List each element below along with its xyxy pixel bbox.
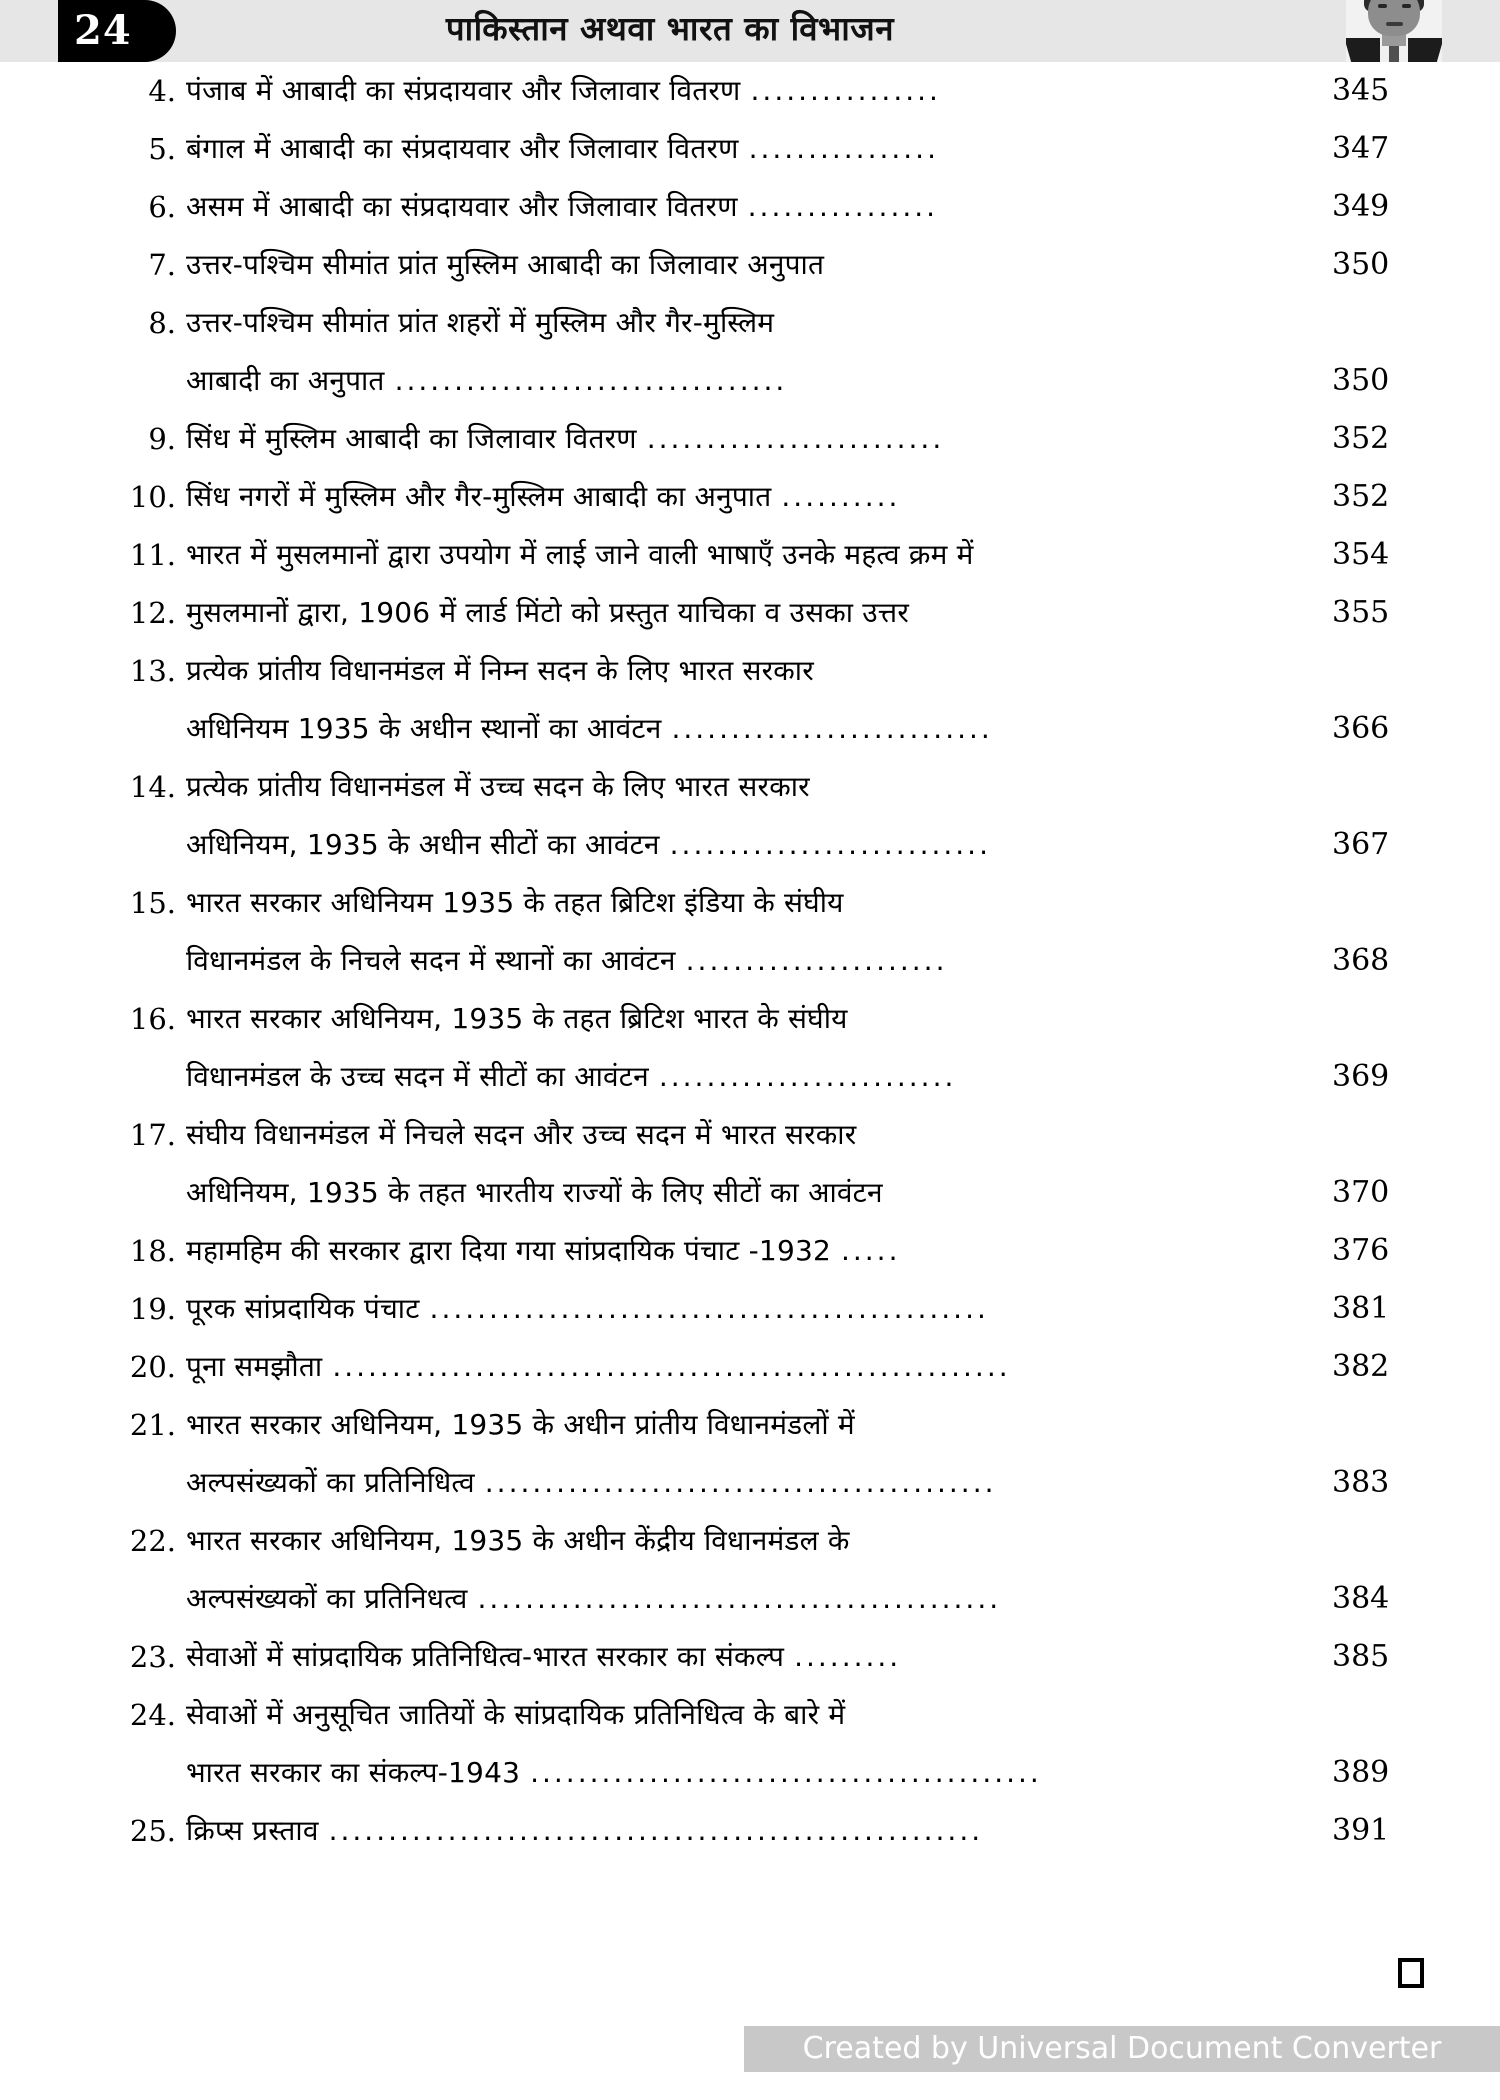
toc-page-number[interactable]: 385 [1332,1639,1390,1674]
toc-entry-line-text: भारत में मुसलमानों द्वारा उपयोग में लाई जाने वाली भाषाएँ उनके महत्व क्रम में [186,538,974,571]
toc-entry-title [186,120,1304,178]
toc-entry-number: 18. [129,1234,176,1268]
toc-entry-line [186,352,1304,410]
toc-entry-number: 17. [129,1118,176,1152]
toc-entry-title [186,1222,1304,1280]
toc-entry-number: 14. [129,770,176,804]
toc-entry-title [186,178,1304,236]
toc-page-number[interactable]: 349 [1332,189,1390,224]
toc-entry-line-text: सेवाओं में सांप्रदायिक प्रतिनिधित्व-भारत सरकार का संकल्प [186,1640,785,1673]
toc-dot-leader: ......................................................... [332,1350,1011,1383]
toc-page-number[interactable]: 347 [1332,131,1390,166]
toc-entry-number: 5. [148,132,176,166]
toc-entry[interactable] [0,1338,1500,1396]
toc-dot-leader: ................ [750,74,941,107]
toc-entry-title [186,874,1304,990]
toc-entry-number: 20. [129,1350,176,1384]
toc-entry-line-text: उत्तर-पश्चिम सीमांत प्रांत शहरों में मुस्लिम और गैर-मुस्लिम [186,306,775,339]
toc-page-number[interactable]: 350 [1332,247,1390,282]
toc-entry-line [186,1454,1304,1512]
toc-dot-leader: ................................. [394,364,788,397]
toc-entry-line-text: क्रिप्स प्रस्ताव [186,1814,319,1847]
toc-entry-line-text: अधिनियम 1935 के अधीन स्थानों का आवंटन [186,712,662,745]
toc-dot-leader: ......................... [646,422,945,455]
toc-dot-leader: ........................................... [484,1466,997,1499]
toc-page-number[interactable]: 369 [1332,1059,1390,1094]
toc-entry-title [186,294,1304,410]
page-title: पाकिस्तान अथवा भारत का विभाजन [445,9,895,48]
toc-dot-leader: ........................... [671,712,993,745]
toc-entry-title [186,468,1304,526]
toc-page-number[interactable]: 376 [1332,1233,1390,1268]
toc-dot-leader: ...................... [685,944,948,977]
toc-entry-number: 22. [129,1524,176,1558]
toc-entry-line-text: अल्पसंख्यकों का प्रतिनिधत्व [186,1582,468,1615]
toc-entry-line-text: बंगाल में आबादी का संप्रदायवार और जिलावार वितरण [186,132,739,165]
toc-page-number[interactable]: 345 [1332,73,1390,108]
toc-entry-number: 4. [148,74,176,108]
toc-entry[interactable] [0,1222,1500,1280]
toc-entry-line-text: अल्पसंख्यकों का प्रतिनिधित्व [186,1466,475,1499]
toc-entry-line [186,62,1304,120]
toc-entry-title [186,1396,1304,1512]
toc-entry-line [186,526,1304,584]
toc-entry[interactable] [0,1396,1500,1512]
toc-entry-number: 12. [129,596,176,630]
toc-entry-line-text: अधिनियम, 1935 के अधीन सीटों का आवंटन [186,828,660,861]
toc-entry-number: 19. [129,1292,176,1326]
toc-entry-title [186,1686,1304,1802]
author-portrait [1346,0,1442,62]
toc-entry-line-text: भारत सरकार अधिनियम, 1935 के तहत ब्रिटिश भारत के संघीय [186,1002,848,1035]
toc-entry-line-text: मुसलमानों द्वारा, 1906 में लार्ड मिंटो को प्रस्तुत याचिका व उसका उत्तर [186,596,910,629]
watermark-banner: Created by Universal Document Converter [744,2026,1500,2072]
toc-entry-line [186,1570,1304,1628]
toc-entry-number: 25. [129,1814,176,1848]
toc-entry-number: 9. [148,422,176,456]
toc-entry-line [186,1686,1304,1744]
toc-entry-line-text: असम में आबादी का संप्रदायवार और जिलावार वितरण [186,190,738,223]
toc-entry-line [186,1222,1304,1280]
toc-dot-leader: ......................... [658,1060,957,1093]
toc-dot-leader: .......... [781,480,901,513]
toc-entry-line-text: सिंध नगरों में मुस्लिम और गैर-मुस्लिम आबादी का अनुपात [186,480,772,513]
toc-entry-number: 10. [129,480,176,514]
toc-entry-line-text: आबादी का अनुपात [186,364,385,397]
toc-dot-leader: ........................... [669,828,991,861]
toc-page-number[interactable]: 383 [1332,1465,1390,1500]
toc-entry[interactable] [0,178,1500,236]
toc-page-number[interactable]: 355 [1332,595,1390,630]
toc-entry-title [186,990,1304,1106]
toc-entry-line [186,1048,1304,1106]
toc-entry-title [186,642,1304,758]
toc-entry-title [186,1106,1304,1222]
toc-entry-line [186,468,1304,526]
page-header [0,0,1500,62]
toc-entry-line-text: प्रत्येक प्रांतीय विधानमंडल में निम्न सदन के लिए भारत सरकार [186,654,814,687]
toc-entry-line-text: भारत सरकार अधिनियम 1935 के तहत ब्रिटिश इंडिया के संघीय [186,886,844,919]
toc-entry-line [186,990,1304,1048]
toc-page-number[interactable]: 352 [1332,421,1390,456]
toc-entry-line [186,178,1304,236]
folio-tab [58,0,176,62]
toc-entry-line-text: सिंध में मुस्लिम आबादी का जिलावार वितरण [186,422,637,455]
toc-dot-leader: ............................................ [477,1582,1002,1615]
toc-entry-line [186,120,1304,178]
toc-page-number[interactable]: 366 [1332,711,1390,746]
toc-entry[interactable] [0,874,1500,990]
toc-entry-title [186,62,1304,120]
toc-entry[interactable] [0,758,1500,874]
toc-entry-number: 8. [148,306,176,340]
toc-entry-number: 6. [148,190,176,224]
toc-entry-line-text: पूना समझौता [186,1350,323,1383]
toc-entry-number: 24. [129,1698,176,1732]
toc-entry-line [186,700,1304,758]
toc-entry-line [186,1338,1304,1396]
toc-entry[interactable] [0,120,1500,178]
toc-page-number[interactable]: 381 [1332,1291,1390,1326]
toc-page-number[interactable]: 384 [1332,1581,1390,1616]
toc-entry-line [186,1164,1304,1222]
toc-page-number[interactable]: 352 [1332,479,1390,514]
toc-entry-title [186,236,1304,294]
toc-entry-line-text: भारत सरकार का संकल्प-1943 [186,1756,521,1789]
toc-page-number[interactable]: 370 [1332,1175,1390,1210]
toc-entry-title [186,758,1304,874]
toc-entry[interactable] [0,1512,1500,1628]
toc-page-number[interactable]: 367 [1332,827,1390,862]
toc-entry-title [186,1512,1304,1628]
toc-entry-line-text: भारत सरकार अधिनियम, 1935 के अधीन प्रांतीय विधानमंडलों में [186,1408,855,1441]
toc-entry[interactable] [0,584,1500,642]
toc-entry-line-text: भारत सरकार अधिनियम, 1935 के अधीन केंद्रीय विधानमंडल के [186,1524,850,1557]
toc-page-number[interactable]: 382 [1332,1349,1390,1384]
toc-entry-title [186,1280,1304,1338]
toc-dot-leader: ....................................................... [328,1814,984,1847]
toc-entry[interactable] [0,1686,1500,1802]
toc-entry-number: 7. [148,248,176,282]
toc-dot-leader: ............................................... [429,1292,989,1325]
toc-page-number[interactable]: 354 [1332,537,1390,572]
toc-entry-line [186,816,1304,874]
toc-entry-line [186,1512,1304,1570]
toc-entry-line [186,236,1304,294]
toc-entry-title [186,1802,1304,1860]
toc-entry-line [186,1802,1304,1860]
toc-entry-title [186,584,1304,642]
toc-entry-line-text: विधानमंडल के उच्च सदन में सीटों का आवंटन [186,1060,649,1093]
toc-entry-line-text: पंजाब में आबादी का संप्रदायवार और जिलावार वितरण [186,74,741,107]
toc-entry-line [186,642,1304,700]
toc-entry-line [186,1396,1304,1454]
toc-entry-title [186,410,1304,468]
toc-entry-line-text: विधानमंडल के निचले सदन में स्थानों का आवंटन [186,944,676,977]
toc-entry-line [186,1628,1304,1686]
toc-entry-number: 23. [129,1640,176,1674]
toc-page-number[interactable]: 391 [1332,1813,1390,1848]
toc-entry[interactable] [0,642,1500,758]
toc-dot-leader: ......... [794,1640,902,1673]
toc-dot-leader: ........................................... [530,1756,1042,1789]
toc-entry-line-text: संघीय विधानमंडल में निचले सदन और उच्च सदन में भारत सरकार [186,1118,857,1151]
toc-entry-title [186,1628,1304,1686]
toc-entry[interactable] [0,410,1500,468]
toc-entry-number: 13. [129,654,176,688]
toc-entry-line [186,1106,1304,1164]
toc-entry-number: 15. [129,886,176,920]
toc-entry-title [186,526,1304,584]
toc-entry[interactable] [0,990,1500,1106]
toc-entry-number: 16. [129,1002,176,1036]
portrait-artwork [1346,0,1442,62]
toc-page-number[interactable]: 389 [1332,1755,1390,1790]
toc-entry-line-text: पूरक सांप्रदायिक पंचाट [186,1292,420,1325]
toc-entry-line [186,1744,1304,1802]
toc-entry-line [186,758,1304,816]
end-of-list-square-icon [1398,1958,1424,1988]
toc-entry-line-text: प्रत्येक प्रांतीय विधानमंडल में उच्च सदन के लिए भारत सरकार [186,770,810,803]
toc-entry-line [186,294,1304,352]
toc-entry[interactable] [0,1106,1500,1222]
toc-entry[interactable] [0,62,1500,120]
toc-entry[interactable] [0,1280,1500,1338]
toc-entry-line-text: अधिनियम, 1935 के तहत भारतीय राज्यों के लिए सीटों का आवंटन [186,1176,883,1209]
toc-entry-title [186,1338,1304,1396]
folio-number: 24 [74,7,132,54]
toc-entry[interactable] [0,1628,1500,1686]
toc-dot-leader: ................ [747,190,939,223]
toc-entry[interactable] [0,294,1500,410]
toc-entry-line [186,1280,1304,1338]
toc-entry-line [186,410,1304,468]
toc-page-number[interactable]: 368 [1332,943,1390,978]
toc-entry-number: 11. [129,538,176,572]
toc-entry[interactable] [0,468,1500,526]
toc-entry-line-text: उत्तर-पश्चिम सीमांत प्रांत मुस्लिम आबादी का जिलावार अनुपात [186,248,825,281]
toc-entry-line [186,932,1304,990]
toc-page-number[interactable]: 350 [1332,363,1390,398]
toc-entry-line [186,874,1304,932]
toc-entry[interactable] [0,526,1500,584]
toc-dot-leader: ................ [748,132,939,165]
toc-dot-leader: ..... [840,1234,901,1267]
toc-entry-line-text: महामहिम की सरकार द्वारा दिया गया सांप्रदायिक पंचाट -1932 [186,1234,831,1267]
toc-entry-number: 21. [129,1408,176,1442]
toc-entry[interactable] [0,1802,1500,1860]
toc-entry-line [186,584,1304,642]
table-of-contents [0,62,1500,1860]
toc-entry-line-text: सेवाओं में अनुसूचित जातियों के सांप्रदायिक प्रतिनिधित्व के बारे में [186,1698,846,1731]
toc-entry[interactable] [0,236,1500,294]
